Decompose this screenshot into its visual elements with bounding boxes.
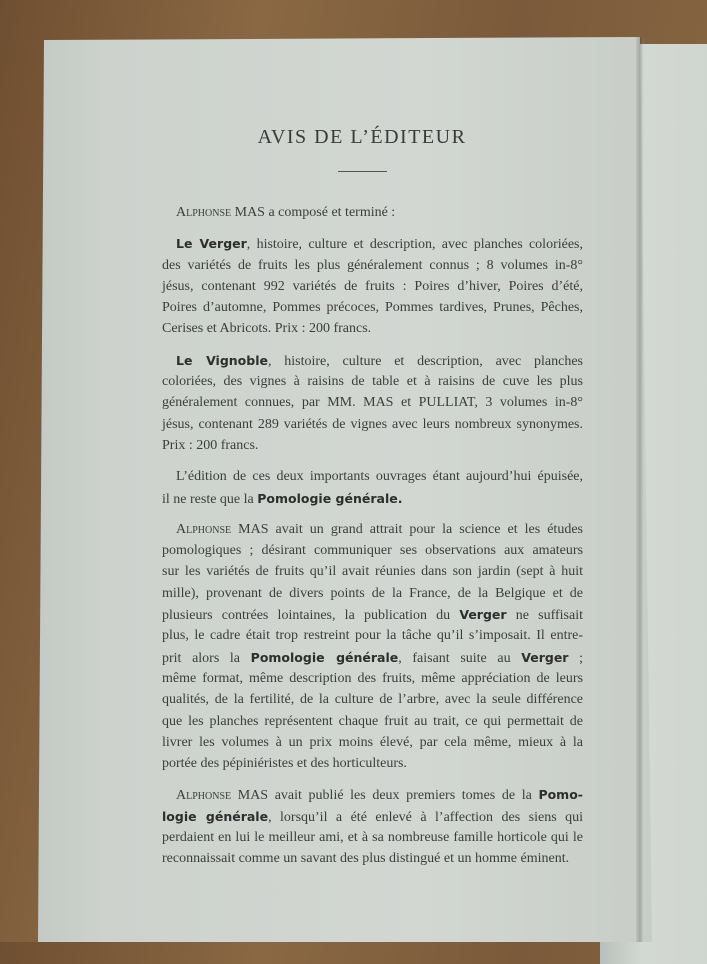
text-line [162, 276, 583, 297]
text-segment: qualités, de la fertilité, de la culture de l’arbre, avec la seule différence [162, 692, 583, 708]
text-line [162, 318, 583, 339]
text-segment: reconnaissait comme un savant des plus distingué et un homme éminent. [162, 851, 570, 867]
bold-title-text: Verger [459, 607, 507, 623]
text-segment: MAS avait publié les deux premiers tomes de la [231, 788, 539, 804]
page-fold-shadow [636, 37, 644, 942]
text-segment: , histoire, culture et description, avec planches coloriées, [246, 237, 583, 253]
text-segment: L’édition de ces deux importants ouvrages étant aujourd’hui épuisée, [176, 469, 583, 485]
text-line [162, 583, 583, 604]
text-line [162, 625, 583, 646]
text-segment: MAS avait un grand attrait pour la science et les études [231, 521, 583, 537]
text-line [162, 540, 583, 561]
paragraph [162, 784, 583, 869]
text-line [162, 202, 583, 223]
title-divider [338, 171, 387, 172]
author-name: Alphonse [176, 205, 232, 220]
text-segment: des variétés de fruits les plus généralement connus ; 8 volumes in-8° [162, 257, 583, 273]
text-segment: perdaient en lui le meilleur ami, et à sa nombreuse famille horticole qui le [162, 830, 583, 846]
text-segment: généralement connues, par MM. MAS et PULLIAT, 3 volumes in-8° [162, 395, 583, 411]
text-segment: ne suffisait [506, 608, 583, 624]
paragraph [162, 350, 583, 456]
text-segment: Prix : 200 francs. [162, 437, 259, 453]
bold-title-text: Le Verger [176, 236, 247, 252]
text-segment: sur les variétés de fruits qu’il avait réunies dans son jardin (sept à huit [162, 564, 583, 580]
text-segment: jésus, contenant 289 variétés de vignes avec leurs nombreux synonymes. [162, 416, 583, 432]
paragraph [162, 519, 583, 775]
document-body [162, 202, 583, 880]
text-segment: portée des pépiniéristes et des horticulteurs. [162, 756, 407, 772]
bold-title-text: Pomo- [538, 787, 583, 803]
text-line [162, 711, 583, 732]
text-segment: que les planches représentent chaque fruit au trait, ce qui permettait de [162, 713, 583, 729]
text-segment: ; [568, 650, 584, 666]
text-line [162, 371, 583, 392]
page-title: AVIS DE L’ÉDITEUR [257, 126, 467, 148]
text-line [162, 604, 583, 625]
text-segment: livrer les volumes à un prix moins élevé, par cela même, mieux à la [162, 734, 583, 750]
text-segment: , lorsqu’il a été enlevé à l’affection des siens qui [268, 809, 583, 825]
text-segment: même format, même description des fruits, même appréciation de leurs [162, 670, 583, 686]
text-line [162, 255, 583, 276]
paragraph [162, 233, 583, 339]
bold-title-text: Le Vignoble [176, 352, 268, 368]
text-line [162, 753, 583, 774]
text-segment: prit alors la [162, 650, 251, 666]
text-segment: plusieurs contrées lointaines, la publication du [162, 608, 460, 624]
text-line [162, 519, 583, 540]
text-line [162, 392, 583, 413]
text-segment: jésus, contenant 992 variétés de fruits : Poires d’hiver, Poires d’été, [162, 278, 583, 294]
text-line [162, 689, 583, 710]
text-segment: plus, le cadre était trop restreint pour la tâche qu’il s’imposait. Il entre- [162, 628, 583, 644]
text-line [162, 233, 583, 254]
text-line [162, 806, 583, 827]
bold-title-text: logie générale [162, 808, 269, 824]
text-line [162, 350, 583, 371]
text-line [162, 466, 583, 487]
bold-title-text: Pomologie générale [250, 649, 399, 665]
bold-title-text: Pomologie générale. [257, 490, 403, 506]
paragraph [162, 202, 583, 223]
text-segment: mille), provenant de divers points de la France, de la Belgique et de [162, 585, 583, 601]
text-line [162, 561, 583, 582]
text-segment: MAS a composé et terminé : [231, 205, 396, 220]
text-line [162, 435, 583, 456]
author-name: Alphonse [176, 788, 232, 804]
text-line [162, 784, 583, 805]
text-segment: il ne reste que la [162, 491, 258, 507]
text-line [162, 488, 583, 509]
text-line [162, 848, 583, 869]
text-segment: pomologiques ; désirant communiquer ses observations aux amateurs [162, 543, 583, 559]
text-line [162, 414, 583, 435]
bold-title-text: Verger [521, 649, 569, 665]
text-line [162, 827, 583, 848]
paragraph [162, 466, 583, 509]
text-line [162, 297, 583, 318]
text-segment: Cerises et Abricots. Prix : 200 francs. [162, 321, 372, 337]
text-segment: Poires d’automne, Pommes précoces, Pommes tardives, Prunes, Pêches, [162, 300, 583, 316]
text-segment: , faisant suite au [398, 650, 522, 666]
text-segment: coloriées, des vignes à raisins de table et à raisins de cuve les plus [162, 374, 583, 390]
author-name: Alphonse [176, 521, 232, 537]
text-segment: , histoire, culture et description, avec planches [267, 353, 583, 369]
text-line [162, 647, 583, 668]
text-line [162, 732, 583, 753]
text-line [162, 668, 583, 689]
